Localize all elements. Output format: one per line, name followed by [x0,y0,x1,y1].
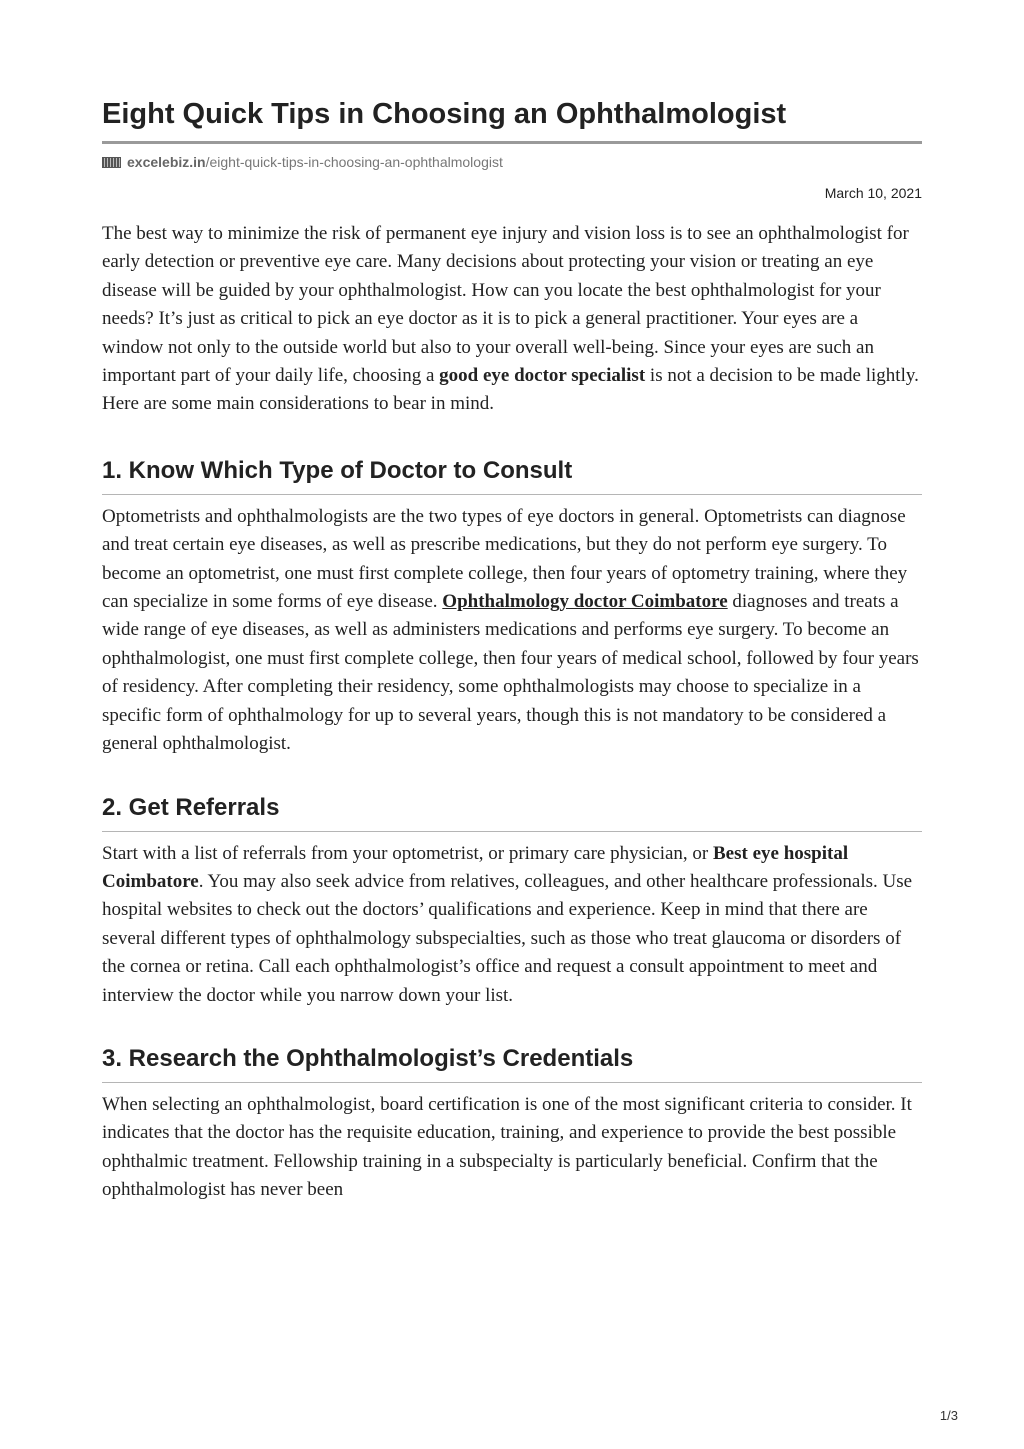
section-referrals [102,793,922,1010]
section-paragraph [102,840,922,1010]
intro-bold-keyword: good eye doctor specialist [439,365,646,387]
section-paragraph: When selecting an ophthalmologist, board certification is one of the most significant criteria to consider. It indicates that the doctor has the requisite education, training, and experience to provide the best possible ophthalmic treatment. Fellowship training in a subspecialty is particularly beneficial. Confirm that the ophthalmologist has never been [102,1093,912,1201]
section-heading: 2. Get Referrals [102,793,922,832]
section-text-after: . You may also seek advice from relatives, colleagues, and other healthcare professionals. Use hospital websites to check out the doctors’ qualifications and experience. Keep in mind that there are several different types of ophthalmology subspecialties, such as those who treat glaucoma or disorders of the cornea or retina. Call each ophthalmologist’s office and request a consult appointment to meet and interview the doctor while you narrow down your list. [102,870,913,1006]
section-text-before: Optometrists and ophthalmologists are the two types of eye doctors in general. Optometrists can diagnose and treat certain eye diseases, as well as prescribe medications, but they do not perform eye surgery. To become an optometrist, one must first complete college, then four years of optometry training, where they can specialize in some forms of eye disease. [102,505,908,613]
section-heading: 1. Know Which Type of Doctor to Consult [102,456,922,495]
section-credentials [102,1044,922,1205]
source-url[interactable] [102,152,922,172]
source-domain: excelebiz.in [127,154,206,170]
section-text-after: diagnoses and treats a wide range of eye diseases, as well as administers medications and performs eye surgery. To become an ophthalmologist, one must first complete college, then four years of medical school, followed by four years of residency. After completing their residency, some ophthalmologists may choose to specialize in a specific form of ophthalmology for up to several years, though this is not mandatory to be considered a general ophthalmologist. [102,591,919,755]
intro-text-after: is not a decision to be made lightly. Here are some main considerations to bear in mind. [102,365,919,415]
section-text-before: Start with a list of referrals from your optometrist, or primary care physician, or [102,842,713,864]
intro-paragraph [102,220,922,419]
article [102,95,922,1205]
site-favicon-icon [102,157,121,168]
section-bold-keyword: Best eye hospital Coimbatore [102,842,849,892]
section-doctor-type [102,456,922,759]
ophthalmology-doctor-link[interactable]: Ophthalmology doctor Coimbatore [442,591,728,613]
publish-date: March 10, 2021 [824,185,922,201]
section-paragraph [102,503,922,759]
intro-text-before: The best way to minimize the risk of permanent eye injury and vision loss is to see an ophthalmologist for early detection or preventive eye care. Many decisions about protecting your vision or treating an eye disease will be guided by your ophthalmologist. How can you locate the best ophthalmologist for your needs? It’s just as critical to pick an eye doctor as it is to pick a general practitioner. Your eyes are a window not only to the outside world but also to your overall well-being. Since your eyes are such an important part of your daily life, choosing a [102,223,909,387]
source-path: /eight-quick-tips-in-choosing-an-ophthalmologist [205,154,503,170]
section-heading: 3. Research the Ophthalmologist’s Credentials [102,1044,922,1083]
article-title: Eight Quick Tips in Choosing an Ophthalmologist [102,95,922,144]
page-number: 1/3 [939,1408,958,1423]
